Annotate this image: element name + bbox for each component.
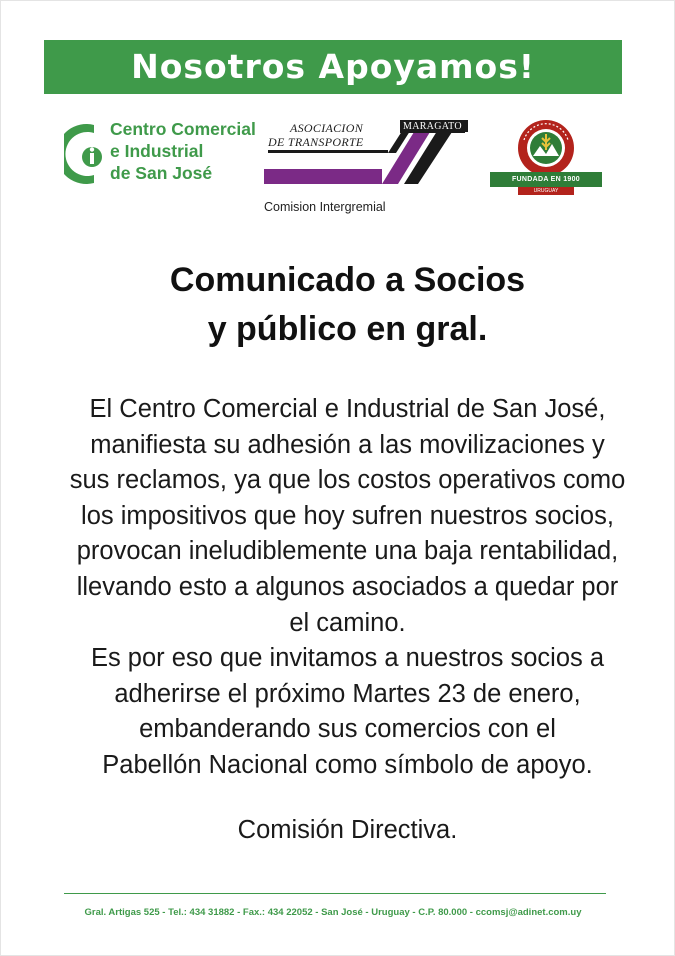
ccisj-emblem-icon bbox=[64, 121, 104, 187]
footer-contact: Gral. Artigas 525 - Tel.: 434 31882 - Fax.: 434 22052 - San José - Uruguay - C.P. 80.000 - ccomsj@adinet.com.uy bbox=[84, 907, 582, 918]
transporte-name-line2: DE TRANSPORTE bbox=[268, 135, 364, 149]
communique-title bbox=[60, 256, 635, 354]
ccisj-name-line3: de San José bbox=[110, 163, 213, 183]
title-line1: Comunicado a Socios bbox=[169, 261, 526, 299]
rural-ribbon-sub: URUGUAY bbox=[518, 187, 574, 195]
body-line: El Centro Comercial e Industrial de San José, bbox=[89, 395, 606, 423]
comision-intergremial-caption: Comision Intergremial bbox=[264, 200, 386, 214]
rural-seal-icon bbox=[488, 110, 604, 176]
rural-ribbon: FUNDADA EN 1900 bbox=[490, 172, 602, 187]
body-line: sus reclamos, ya que los costos operativos como bbox=[69, 466, 626, 495]
footer-divider bbox=[64, 893, 606, 894]
body-line: Es por eso que invitamos a nuestros socios a bbox=[90, 644, 605, 673]
ccisj-logo bbox=[64, 118, 264, 188]
body-line: llevando esto a algunos asociados a quedar por bbox=[76, 572, 619, 601]
body-line: los impositivos que hoy sufren nuestros socios, bbox=[81, 501, 614, 530]
body-line: Pabellón Nacional como símbolo de apoyo. bbox=[102, 750, 593, 779]
transporte-logo bbox=[262, 118, 472, 190]
title-line2: y público en gral. bbox=[207, 310, 488, 348]
signature: Comisión Directiva. bbox=[237, 816, 458, 844]
banner-heading: Nosotros Apoyamos! bbox=[44, 40, 622, 94]
communique-body bbox=[50, 392, 645, 784]
maragato-tag: MARAGATO bbox=[400, 120, 465, 133]
body-line: adherirse el próximo Martes 23 de enero, bbox=[114, 679, 581, 708]
body-line: provocan ineludiblemente una baja rentabilidad, bbox=[76, 537, 619, 566]
body-line: manifiesta su adhesión a las movilizaciones y bbox=[90, 430, 605, 459]
body-line: el camino. bbox=[289, 608, 406, 637]
ccisj-name-line1: Centro Comercial bbox=[110, 119, 256, 139]
transporte-name-line1: ASOCIACION bbox=[290, 121, 363, 135]
body-line: embanderando sus comercios con el bbox=[139, 715, 556, 744]
ccisj-name-line2: e Industrial bbox=[110, 141, 204, 161]
asociacion-rural-logo bbox=[488, 110, 604, 196]
